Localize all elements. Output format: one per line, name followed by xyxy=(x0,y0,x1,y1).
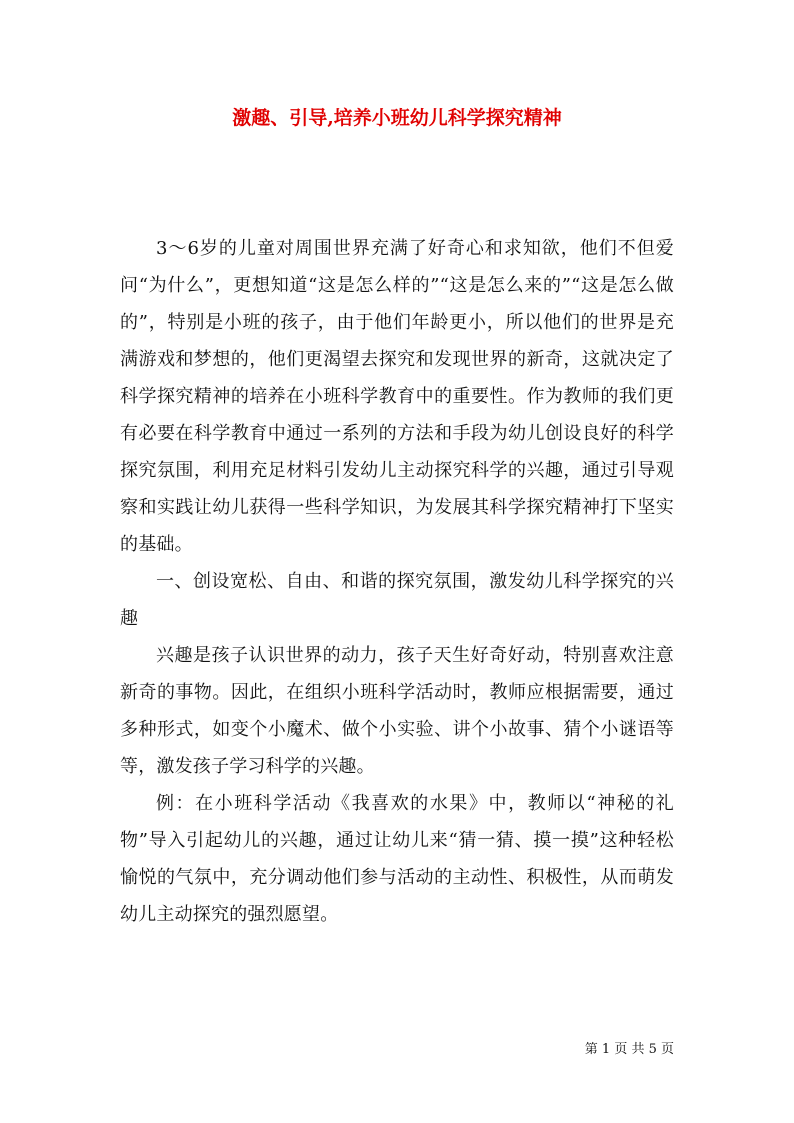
paragraph-intro: 3～6岁的儿童对周围世界充满了好奇心和求知欲，他们不但爱问“为什么”，更想知道“这是怎么样的”“这是怎么来的”“这是怎么做的”，特别是小班的孩子，由于他们年龄更小，所以他们的世界是充满游戏和梦想的，他们更渴望去探究和发现世界的新奇，这就决定了科学探究精神的培养在小班科学教育中的重要性。作为教师的我们更有必要在科学教育中通过一系列的方法和手段为幼儿创设良好的科学探究氛围，利用充足材料引发幼儿主动探究科学的兴趣，通过引导观察和实践让幼儿获得一些科学知识，为发展其科学探究精神打下坚实的基础。 xyxy=(120,238,674,555)
section-heading-1: 一、创设宽松、自由、和谐的探究氛围，激发幼儿科学探究的兴趣 xyxy=(120,571,674,629)
page-title: 激趣、引导,培养小班幼儿科学探究精神 xyxy=(232,107,562,129)
document-body xyxy=(120,230,674,933)
page-footer: 第 1 页 共 5 页 xyxy=(584,1042,674,1057)
paragraph-interest: 兴趣是孩子认识世界的动力，孩子天生好奇好动，特别喜欢注意新奇的事物。因此，在组织小班科学活动时，教师应根据需要，通过多种形式，如变个小魔术、做个小实验、讲个小故事、猜个小谜语等等，激发孩子学习科学的兴趣。 xyxy=(120,645,674,777)
paragraph-example: 例：在小班科学活动《我喜欢的水果》中，教师以“神秘的礼物”导入引起幼儿的兴趣，通过让幼儿来“猜一猜、摸一摸”这种轻松愉悦的气氛中，充分调动他们参与活动的主动性、积极性，从而萌发幼儿主动探究的强烈愿望。 xyxy=(120,793,674,925)
